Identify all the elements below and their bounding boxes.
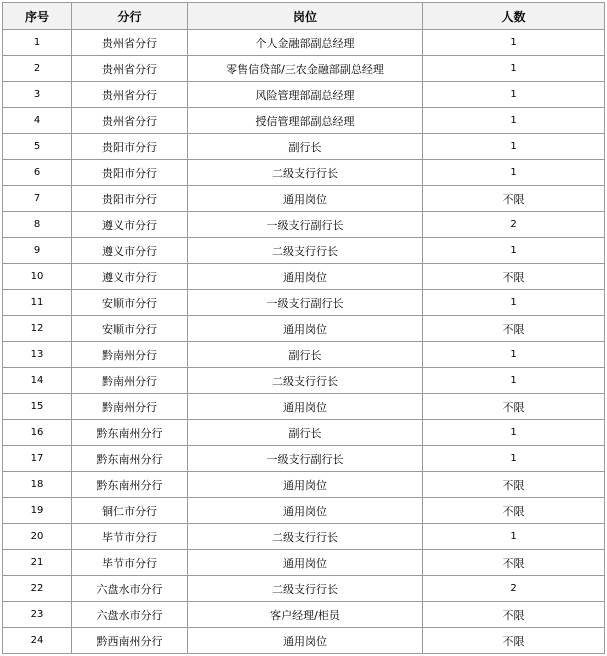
- cell-count: 1: [423, 56, 605, 82]
- table-row: [3, 576, 605, 602]
- table-body: [3, 30, 605, 654]
- cell-index: 17: [3, 446, 72, 472]
- cell-position: 零售信贷部/三农金融部副总经理: [188, 56, 423, 82]
- cell-branch: 黔南州分行: [72, 368, 188, 394]
- cell-position: 一级支行副行长: [188, 446, 423, 472]
- cell-branch: 贵阳市分行: [72, 186, 188, 212]
- cell-index: 3: [3, 82, 72, 108]
- cell-count: 不限: [423, 628, 605, 654]
- table-row: [3, 160, 605, 186]
- cell-position: 风险管理部副总经理: [188, 82, 423, 108]
- cell-index: 20: [3, 524, 72, 550]
- table-row: [3, 524, 605, 550]
- cell-branch: 六盘水市分行: [72, 602, 188, 628]
- cell-index: 18: [3, 472, 72, 498]
- job-table: [2, 2, 605, 654]
- cell-position: 二级支行行长: [188, 160, 423, 186]
- cell-index: 12: [3, 316, 72, 342]
- cell-index: 16: [3, 420, 72, 446]
- cell-count: 1: [423, 30, 605, 56]
- cell-position: 通用岗位: [188, 628, 423, 654]
- cell-count: 不限: [423, 264, 605, 290]
- table-row: [3, 368, 605, 394]
- cell-branch: 贵州省分行: [72, 108, 188, 134]
- cell-index: 14: [3, 368, 72, 394]
- cell-branch: 贵州省分行: [72, 56, 188, 82]
- cell-count: 1: [423, 108, 605, 134]
- cell-count: 不限: [423, 550, 605, 576]
- cell-index: 24: [3, 628, 72, 654]
- table-row: [3, 550, 605, 576]
- cell-index: 13: [3, 342, 72, 368]
- cell-count: 不限: [423, 316, 605, 342]
- cell-branch: 黔西南州分行: [72, 628, 188, 654]
- cell-count: 不限: [423, 602, 605, 628]
- cell-position: 二级支行行长: [188, 368, 423, 394]
- cell-count: 1: [423, 134, 605, 160]
- cell-position: 通用岗位: [188, 186, 423, 212]
- cell-count: 1: [423, 446, 605, 472]
- cell-branch: 安顺市分行: [72, 290, 188, 316]
- table-row: [3, 498, 605, 524]
- cell-count: 不限: [423, 394, 605, 420]
- cell-branch: 黔东南州分行: [72, 420, 188, 446]
- header-branch: 分行: [72, 3, 188, 30]
- cell-count: 1: [423, 368, 605, 394]
- table-row: [3, 186, 605, 212]
- cell-branch: 遵义市分行: [72, 212, 188, 238]
- table-row: [3, 472, 605, 498]
- cell-branch: 黔南州分行: [72, 394, 188, 420]
- cell-count: 1: [423, 160, 605, 186]
- cell-branch: 遵义市分行: [72, 238, 188, 264]
- header-row: [3, 3, 605, 30]
- table-row: [3, 316, 605, 342]
- cell-branch: 黔东南州分行: [72, 446, 188, 472]
- cell-branch: 安顺市分行: [72, 316, 188, 342]
- cell-branch: 遵义市分行: [72, 264, 188, 290]
- cell-index: 15: [3, 394, 72, 420]
- table-row: [3, 602, 605, 628]
- table-row: [3, 342, 605, 368]
- table-row: [3, 56, 605, 82]
- header-position: 岗位: [188, 3, 423, 30]
- cell-count: 1: [423, 524, 605, 550]
- cell-count: 不限: [423, 186, 605, 212]
- cell-index: 5: [3, 134, 72, 160]
- table-header: [3, 3, 605, 30]
- cell-index: 7: [3, 186, 72, 212]
- cell-position: 通用岗位: [188, 394, 423, 420]
- table-row: [3, 394, 605, 420]
- cell-count: 2: [423, 212, 605, 238]
- cell-index: 11: [3, 290, 72, 316]
- table-row: [3, 238, 605, 264]
- cell-count: 不限: [423, 472, 605, 498]
- cell-branch: 毕节市分行: [72, 524, 188, 550]
- cell-branch: 贵州省分行: [72, 30, 188, 56]
- cell-position: 个人金融部副总经理: [188, 30, 423, 56]
- cell-index: 21: [3, 550, 72, 576]
- cell-position: 副行长: [188, 420, 423, 446]
- cell-count: 不限: [423, 498, 605, 524]
- cell-index: 2: [3, 56, 72, 82]
- cell-branch: 铜仁市分行: [72, 498, 188, 524]
- table-row: [3, 108, 605, 134]
- cell-position: 授信管理部副总经理: [188, 108, 423, 134]
- cell-position: 副行长: [188, 342, 423, 368]
- cell-count: 1: [423, 238, 605, 264]
- table-row: [3, 30, 605, 56]
- table-row: [3, 134, 605, 160]
- cell-position: 通用岗位: [188, 550, 423, 576]
- cell-branch: 贵阳市分行: [72, 134, 188, 160]
- cell-index: 6: [3, 160, 72, 186]
- header-index: 序号: [3, 3, 72, 30]
- cell-count: 1: [423, 420, 605, 446]
- cell-index: 1: [3, 30, 72, 56]
- cell-branch: 六盘水市分行: [72, 576, 188, 602]
- cell-position: 客户经理/柜员: [188, 602, 423, 628]
- cell-branch: 贵阳市分行: [72, 160, 188, 186]
- cell-branch: 黔南州分行: [72, 342, 188, 368]
- cell-count: 1: [423, 82, 605, 108]
- table-row: [3, 628, 605, 654]
- cell-index: 23: [3, 602, 72, 628]
- table-row: [3, 264, 605, 290]
- cell-index: 19: [3, 498, 72, 524]
- table-row: [3, 290, 605, 316]
- cell-position: 二级支行行长: [188, 238, 423, 264]
- cell-branch: 毕节市分行: [72, 550, 188, 576]
- cell-position: 二级支行行长: [188, 576, 423, 602]
- cell-position: 一级支行副行长: [188, 212, 423, 238]
- table-row: [3, 420, 605, 446]
- header-count: 人数: [423, 3, 605, 30]
- cell-index: 8: [3, 212, 72, 238]
- table-row: [3, 212, 605, 238]
- cell-index: 22: [3, 576, 72, 602]
- table-row: [3, 446, 605, 472]
- cell-position: 一级支行副行长: [188, 290, 423, 316]
- cell-position: 通用岗位: [188, 316, 423, 342]
- cell-index: 10: [3, 264, 72, 290]
- cell-index: 9: [3, 238, 72, 264]
- table-row: [3, 82, 605, 108]
- cell-count: 1: [423, 342, 605, 368]
- cell-branch: 贵州省分行: [72, 82, 188, 108]
- cell-count: 1: [423, 290, 605, 316]
- cell-position: 二级支行行长: [188, 524, 423, 550]
- cell-index: 4: [3, 108, 72, 134]
- cell-branch: 黔东南州分行: [72, 472, 188, 498]
- cell-count: 2: [423, 576, 605, 602]
- cell-position: 副行长: [188, 134, 423, 160]
- cell-position: 通用岗位: [188, 264, 423, 290]
- cell-position: 通用岗位: [188, 498, 423, 524]
- cell-position: 通用岗位: [188, 472, 423, 498]
